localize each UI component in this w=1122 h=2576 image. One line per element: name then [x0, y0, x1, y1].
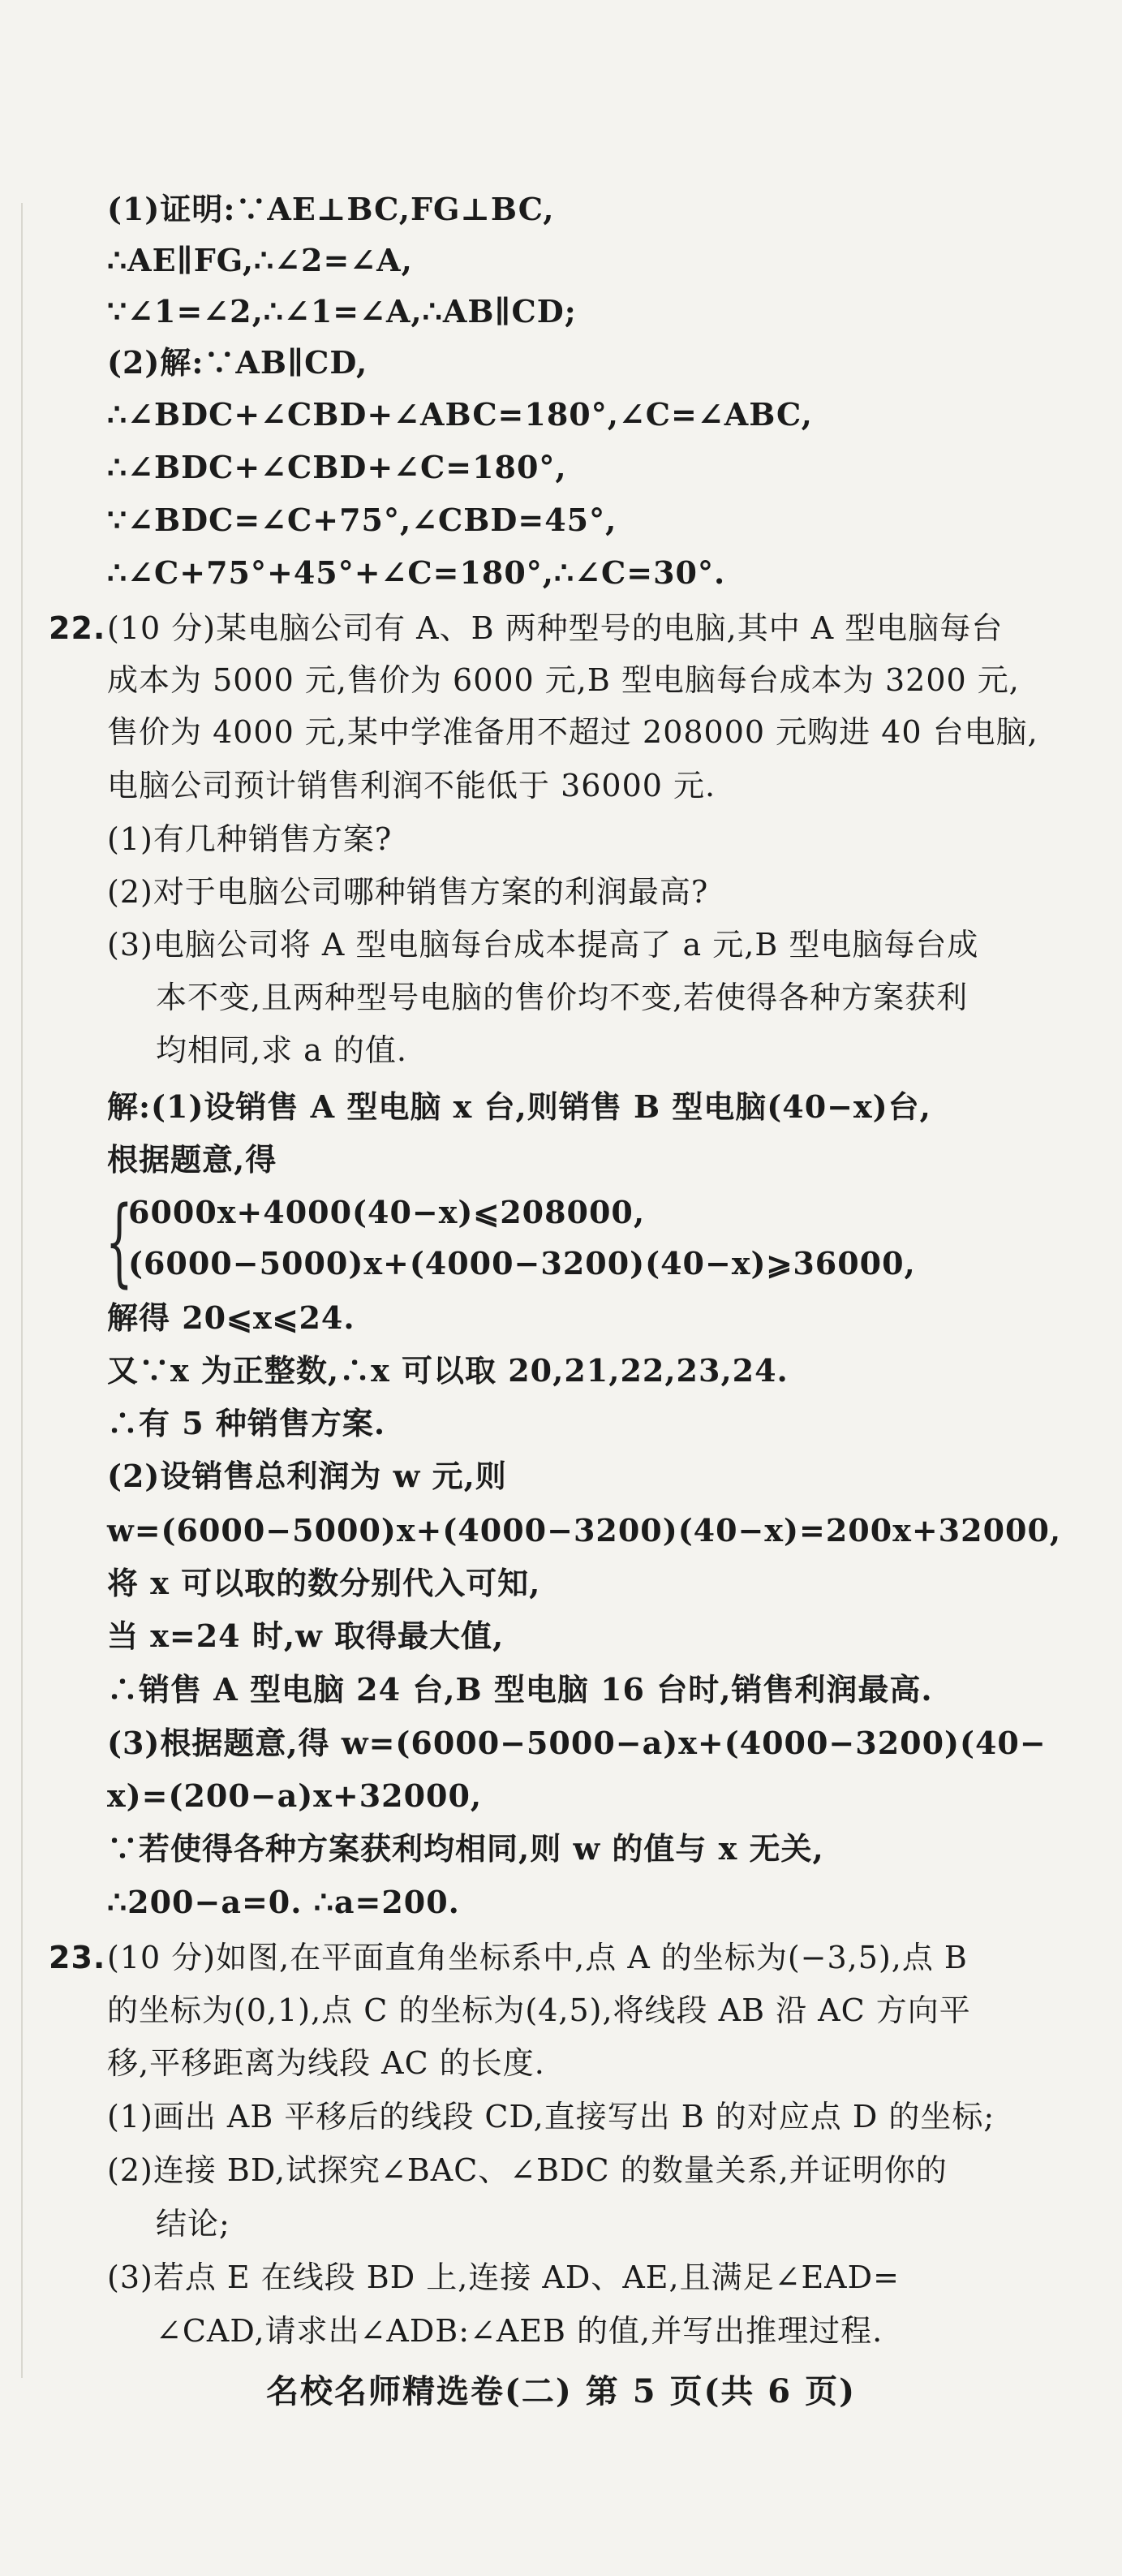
q22-inequality-1: 6000x+4000(40−x)⩽208000, [128, 1194, 646, 1230]
q23-stem-line-2: 的坐标为(0,1),点 C 的坐标为(4,5),将线段 AB 沿 AC 方向平 [107, 1992, 971, 2028]
q22-stem-line-3: 售价为 4000 元,某中学准备用不超过 208000 元购进 40 台电脑, [107, 714, 1038, 750]
proof-line-1: (1)证明:∵AE⊥BC,FG⊥BC, [107, 191, 555, 227]
q22-solution-line-7: ∴有 5 种销售方案. [107, 1405, 386, 1441]
q22-stem-line-2: 成本为 5000 元,售价为 6000 元,B 型电脑每台成本为 3200 元, [107, 662, 1020, 698]
proof-line-2: ∴AE∥FG,∴∠2=∠A, [107, 242, 413, 278]
question-23-number: 23. [49, 1940, 106, 1975]
proof-line-7: ∵∠BDC=∠C+75°,∠CBD=45°, [107, 502, 617, 538]
proof-line-5: ∴∠BDC+∠CBD+∠ABC=180°,∠C=∠ABC, [107, 396, 813, 433]
q22-solution-line-1: 解:(1)设销售 A 型电脑 x 台,则销售 B 型电脑(40−x)台, [107, 1088, 931, 1125]
q22-solution-line-13: (3)根据题意,得 w=(6000−5000−a)x+(4000−3200)(40− [107, 1725, 1047, 1761]
q23-part-2-line-2: 结论; [156, 2206, 230, 2242]
q23-stem-line-1: (10 分)如图,在平面直角坐标系中,点 A 的坐标为(−3,5),点 B [107, 1940, 968, 1975]
q22-part-2: (2)对于电脑公司哪种销售方案的利润最高? [107, 874, 709, 910]
system-brace: { [105, 1185, 133, 1297]
proof-line-3: ∵∠1=∠2,∴∠1=∠A,∴AB∥CD; [107, 293, 577, 330]
q22-solution-line-14: x)=(200−a)x+32000, [107, 1777, 483, 1814]
q23-stem-line-3: 移,平移距离为线段 AC 的长度. [107, 2045, 545, 2081]
q22-inequality-2: (6000−5000)x+(4000−3200)(40−x)⩾36000, [128, 1245, 916, 1282]
q22-part-3-line-1: (3)电脑公司将 A 型电脑每台成本提高了 a 元,B 型电脑每台成 [107, 927, 979, 963]
q23-part-3-line-1: (3)若点 E 在线段 BD 上,连接 AD、AE,且满足∠EAD= [107, 2259, 900, 2295]
q22-solution-line-10: 将 x 可以取的数分别代入可知, [107, 1565, 541, 1601]
q22-solution-line-11: 当 x=24 时,w 取得最大值, [107, 1618, 505, 1654]
proof-line-6: ∴∠BDC+∠CBD+∠C=180°, [107, 449, 567, 485]
q22-solution-line-15: ∵若使得各种方案获利均相同,则 w 的值与 x 无关, [107, 1830, 824, 1867]
q22-solution-line-12: ∴销售 A 型电脑 24 台,B 型电脑 16 台时,销售利润最高. [107, 1671, 933, 1708]
q22-solution-line-6: 又∵x 为正整数,∴x 可以取 20,21,22,23,24. [107, 1352, 789, 1389]
q22-stem-line-1: (10 分)某电脑公司有 A、B 两种型号的电脑,其中 A 型电脑每台 [107, 610, 1004, 646]
q22-solution-line-8: (2)设销售总利润为 w 元,则 [107, 1458, 507, 1494]
q22-part-3-line-2: 本不变,且两种型号电脑的售价均不变,若使得各种方案获利 [156, 980, 969, 1015]
q22-solution-line-9: w=(6000−5000)x+(4000−3200)(40−x)=200x+32000, [107, 1512, 1062, 1549]
q23-part-2-line-1: (2)连接 BD,试探究∠BAC、∠BDC 的数量关系,并证明你的 [107, 2152, 948, 2188]
q22-stem-line-4: 电脑公司预计销售利润不能低于 36000 元. [107, 768, 716, 803]
proof-line-8: ∴∠C+75°+45°+∠C=180°,∴∠C=30°. [107, 554, 726, 591]
question-22-number: 22. [49, 610, 106, 646]
q23-part-1: (1)画出 AB 平移后的线段 CD,直接写出 B 的对应点 D 的坐标; [107, 2099, 995, 2134]
page-footer: 名校名师精选卷(二) 第 5 页(共 6 页) [266, 2372, 856, 2410]
q22-part-1: (1)有几种销售方案? [107, 821, 393, 857]
q22-part-3-line-3: 均相同,求 a 的值. [156, 1032, 407, 1068]
q23-part-3-line-2: ∠CAD,请求出∠ADB:∠AEB 的值,并写出推理过程. [156, 2313, 883, 2349]
q22-solution-line-16: ∴200−a=0. ∴a=200. [107, 1884, 460, 1920]
q22-solution-line-2: 根据题意,得 [107, 1141, 277, 1178]
q22-solution-line-5: 解得 20⩽x⩽24. [107, 1299, 355, 1336]
proof-line-4: (2)解:∵AB∥CD, [107, 344, 368, 381]
